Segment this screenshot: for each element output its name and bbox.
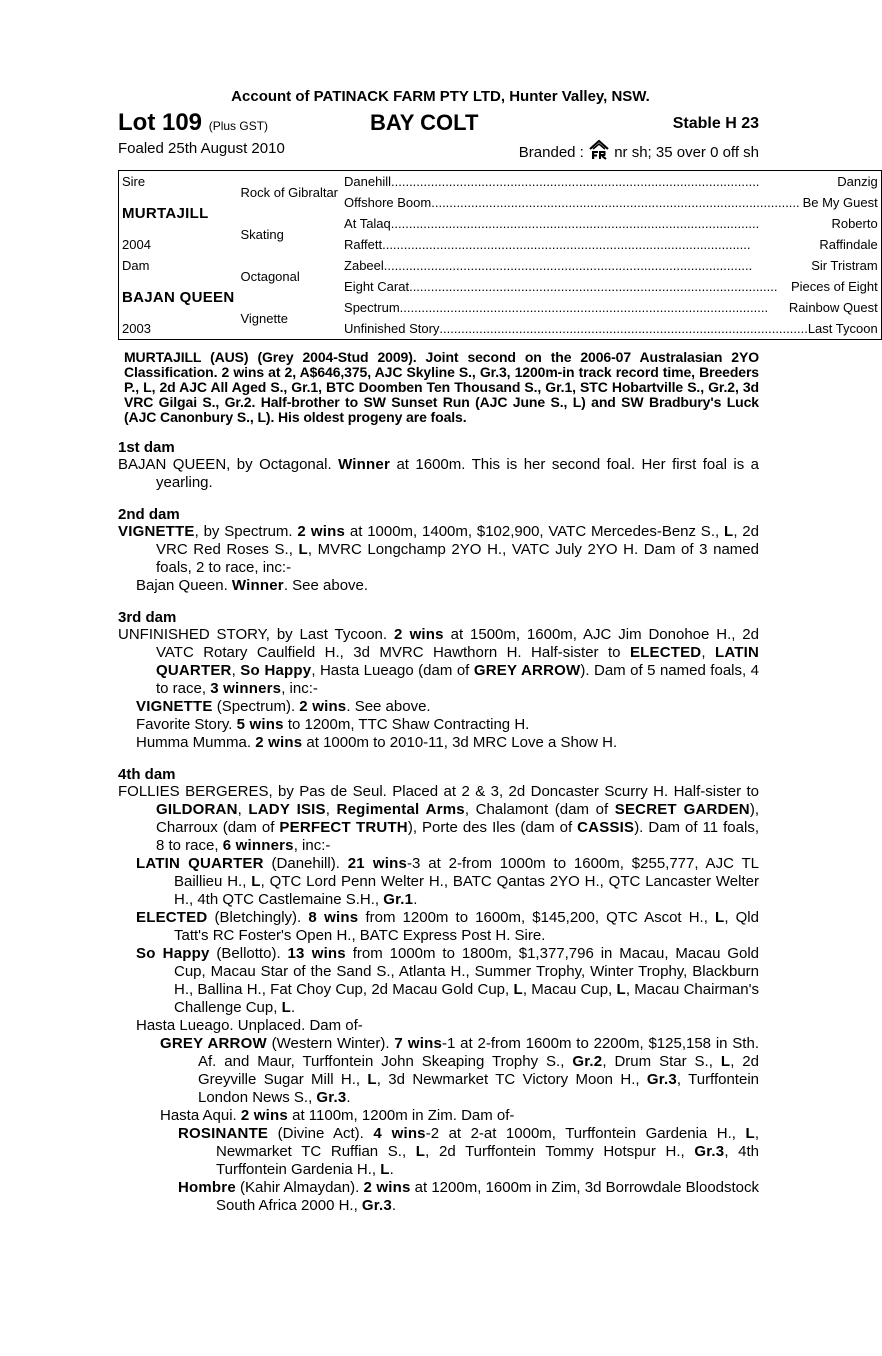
dam-entry <box>118 523 759 577</box>
bold-text: 3 winners <box>210 680 282 697</box>
bold-text: So Happy <box>240 662 312 679</box>
sire-name: MURTAJILL <box>122 204 209 222</box>
entry-text: , QTC Lord Penn Welter H., BATC Qantas 2YO H., QTC Lancaster Welter H., 4th QTC Castlemaine S.H., <box>174 873 759 908</box>
dam-entry <box>118 909 759 945</box>
dam-dam: Vignette <box>240 310 288 326</box>
sire-dam: Skating <box>240 226 284 242</box>
branded-info <box>519 140 759 164</box>
dam-heading: 2nd dam <box>118 506 180 523</box>
bold-text: GREY ARROW <box>160 1035 267 1052</box>
bold-text: CASSIS <box>577 819 635 836</box>
entry-text: , <box>701 644 715 661</box>
grandparent-left: Danehill <box>344 174 392 189</box>
entry-text: , Newmarket TC Ruffian S., <box>216 1125 759 1160</box>
grandparent-left: Zabeel <box>344 258 384 273</box>
dam-year: 2003 <box>122 321 151 336</box>
bold-text: 2 wins <box>393 626 444 643</box>
bold-text: Winner <box>231 577 284 594</box>
entry-text: , 2d Greyville Sugar Mill H., <box>198 1053 759 1088</box>
entry-text: -2 at 2-at 1000m, Turffontein Gardenia H., <box>425 1125 746 1142</box>
bold-text: 21 wins <box>347 855 408 872</box>
dam-entry <box>118 945 759 1017</box>
grandparent-cell <box>341 255 881 276</box>
dam-heading: 4th dam <box>118 766 176 783</box>
dam-entry <box>118 1125 759 1179</box>
bold-text: L <box>367 1071 377 1088</box>
grandparent-right: Danzig <box>837 174 878 189</box>
grandparent-left: Raffett <box>344 237 383 252</box>
entry-text: ), Porte des Iles (dam of <box>407 819 578 836</box>
bold-text: SECRET GARDEN <box>614 801 750 818</box>
bold-text: 5 wins <box>236 716 284 733</box>
bold-text: PERFECT TRUTH <box>279 819 408 836</box>
bold-text: 2 wins <box>255 734 303 751</box>
lot-label: Lot 109 <box>118 109 203 136</box>
horse-title: BAY COLT <box>370 110 479 135</box>
entry-text: at 1200m, 1600m in Zim, 3d Borrowdale Bloodstock South Africa 2000 H., <box>216 1179 760 1214</box>
bold-text: L <box>616 981 626 998</box>
entry-text: , Drum Star S., <box>602 1053 721 1070</box>
grandparent-left: At Talaq <box>344 216 391 231</box>
sire-year: 2004 <box>122 237 151 252</box>
entry-text: , Chalamont (dam of <box>464 801 615 818</box>
stable-location: Stable H 23 <box>672 115 759 132</box>
dam-entry <box>118 1107 759 1125</box>
entry-text: . <box>389 1161 394 1178</box>
entry-text: , <box>231 662 241 679</box>
entry-text: -1 at 2-from 1600m to 2200m, $125,158 in Sth. Af. and Maur, Turffontein John Skeaping Trophy S., <box>198 1035 759 1070</box>
foaled-line <box>118 140 763 162</box>
dam-sections <box>118 439 763 1215</box>
plus-gst: (Plus GST) <box>208 119 269 133</box>
dam-label: Dam <box>122 258 150 273</box>
grandparent-cell <box>341 171 881 193</box>
entry-text: , Qld Tatt's RC Foster's Open H., BATC Express Post H. Sire. <box>174 909 759 944</box>
bold-text: VIGNETTE <box>118 523 195 540</box>
bold-text: L <box>720 1053 731 1070</box>
lot-line <box>118 110 763 136</box>
bold-text: 6 winners <box>222 837 294 854</box>
entry-text: at 1600m. This is her second foal. Her first foal is a yearling. <box>156 456 759 491</box>
dam-entry <box>118 1035 759 1107</box>
grandparent-cell <box>341 297 881 318</box>
dam-heading: 3rd dam <box>118 609 177 626</box>
bold-text: L <box>745 1125 755 1142</box>
grandparent-cell <box>341 234 881 255</box>
dam-entry <box>118 456 759 492</box>
bold-text: L <box>513 981 523 998</box>
bold-text: Gr.3 <box>646 1071 677 1088</box>
dam-entry <box>118 577 759 595</box>
entry-text: , Turffontein London News S., <box>198 1071 759 1106</box>
entry-text: Bajan Queen. <box>136 577 232 594</box>
bold-text: L <box>251 873 261 890</box>
bold-text: ROSINANTE <box>178 1125 269 1142</box>
foaled-date: Foaled 25th August 2010 <box>118 140 285 157</box>
entry-text: ). Dam of 5 named foals, 4 to race, <box>156 662 759 697</box>
catalogue-page <box>118 88 878 1215</box>
bold-text: LATIN QUARTER <box>136 855 264 872</box>
entry-text: (Danehill). <box>263 855 348 872</box>
entry-text: at 1000m, 1400m, $102,900, VATC Mercedes-Benz S., <box>345 523 724 540</box>
bold-text: LADY ISIS <box>248 801 326 818</box>
entry-text: . <box>290 999 296 1016</box>
dam-entry <box>118 716 759 734</box>
entry-text: from 1000m to 1800m, $1,377,796 in Macau, Macau Gold Cup, Macau Star of the Sand S., Atlanta H., Summer Trophy, Winter Trophy, Blackburn H., Ballina H., Fat Choy Cup, 2d Macau Gold Cup, <box>174 945 759 998</box>
account-line: Account of PATINACK FARM PTY LTD, Hunter Valley, NSW. <box>231 88 650 105</box>
bold-text: 2 wins <box>299 698 347 715</box>
bold-text: L <box>723 523 734 540</box>
entry-text: Favorite Story. <box>136 716 237 733</box>
dam-sire: Octagonal <box>240 268 300 284</box>
bold-text: GREY ARROW <box>473 662 581 679</box>
grandparent-left: Offshore Boom <box>344 195 432 210</box>
entry-text: (Kahir Almaydan). <box>235 1179 364 1196</box>
grandparent-right: Raffindale <box>819 237 878 252</box>
bold-text: GILDORAN <box>156 801 238 818</box>
dam-entry <box>118 855 759 909</box>
dam-entry <box>118 698 759 716</box>
bold-text: L <box>714 909 725 926</box>
entry-text: (Western Winter). <box>266 1035 395 1052</box>
entry-text: BAJAN QUEEN, by Octagonal. <box>118 456 339 473</box>
bold-text: Gr.3 <box>361 1197 392 1214</box>
grandparent-cell <box>341 318 881 340</box>
bold-text: ELECTED <box>136 909 208 926</box>
bold-text: 13 wins <box>287 945 346 962</box>
entry-text: (Spectrum). <box>212 698 300 715</box>
entry-text: , inc:- <box>293 837 331 854</box>
bold-text: 2 wins <box>240 1107 288 1124</box>
entry-text: ). Dam of 11 foals, 8 to race, <box>156 819 759 854</box>
dam-section <box>118 609 763 752</box>
dam-heading: 1st dam <box>118 439 175 456</box>
entry-text: , 3d Newmarket TC Victory Moon H., <box>376 1071 647 1088</box>
entry-text: , <box>237 801 249 818</box>
dam-entry <box>118 734 759 752</box>
entry-text: FOLLIES BERGERES, by Pas de Seul. Placed at 2 & 3, 2d Doncaster Scurry H. Half-sister to <box>118 783 759 800</box>
bold-text: 2 wins <box>297 523 346 540</box>
entry-text: Hasta Lueago. Unplaced. Dam of- <box>136 1017 363 1034</box>
bold-text: Gr.3 <box>694 1143 725 1160</box>
bold-text: 2 wins <box>363 1179 411 1196</box>
bold-text: L <box>415 1143 426 1160</box>
pedigree-table <box>118 170 882 340</box>
lot-number <box>118 110 268 139</box>
entry-text: UNFINISHED STORY, by Last Tycoon. <box>118 626 394 643</box>
bold-text: L <box>298 541 308 558</box>
entry-text: , 2d VRC Red Roses S., <box>156 523 759 558</box>
entry-text: , by Spectrum. <box>194 523 298 540</box>
bold-text: So Happy <box>136 945 210 962</box>
entry-text: . <box>346 1089 351 1106</box>
bold-text: 7 wins <box>394 1035 443 1052</box>
grandparent-cell <box>341 192 881 213</box>
grandparent-left: Eight Carat <box>344 279 410 294</box>
dam-entry <box>118 1179 759 1215</box>
bold-text: Gr.3 <box>316 1089 347 1106</box>
dam-entry <box>118 626 759 698</box>
entry-text: . <box>391 1197 397 1214</box>
dam-name: BAJAN QUEEN <box>122 288 235 306</box>
bold-text: Hombre <box>178 1179 236 1196</box>
sire-label: Sire <box>122 174 146 189</box>
entry-text: Hasta Aqui. <box>160 1107 241 1124</box>
entry-text: , Macau Cup, <box>522 981 617 998</box>
entry-text: (Bellotto). <box>209 945 288 962</box>
entry-text: -3 at 2-from 1000m to 1600m, $255,777, AJC TL Baillieu H., <box>174 855 759 890</box>
entry-text: , 2d Turffontein Tommy Hotspur H., <box>425 1143 695 1160</box>
grandparent-cell <box>341 276 881 297</box>
bold-text: L <box>380 1161 390 1178</box>
grandparent-right: Be My Guest <box>802 195 878 210</box>
brand-mark-icon <box>588 140 610 164</box>
dam-section <box>118 439 763 492</box>
grandparent-left: Unfinished Story <box>344 321 440 336</box>
bold-text: Winner <box>338 456 390 473</box>
grandparent-right: Last Tycoon <box>807 321 878 336</box>
sire-sire: Rock of Gibraltar <box>240 184 339 200</box>
entry-text: . <box>413 891 418 908</box>
bold-text: ELECTED <box>629 644 702 661</box>
sire-summary: MURTAJILL (AUS) (Grey 2004-Stud 2009). Joint second on the 2006-07 Australasian 2YO Classification. 2 wins at 2, A$646,375, AJC Skyline S., Gr.3, 1200m-in track record time, Breeders P., L, 2d AJC All Aged S., Gr.1, BTC Doomben Ten Thousand S., Gr.1, STC Hobartville S., Gr.2, 3d VRC Gilgai S., Gr.2. Half-brother to SW Sunset Run (AJC June S., L) and SW Bradbury's Luck (AJC Canonbury S., L). His oldest progeny are foals. <box>124 349 759 425</box>
grandparent-left: Spectrum <box>344 300 400 315</box>
grandparent-right: Rainbow Quest <box>788 300 878 315</box>
bold-text: 8 wins <box>308 909 359 926</box>
entry-text: , Hasta Lueago (dam of <box>311 662 474 679</box>
bold-text: Gr.1 <box>383 891 414 908</box>
bold-text: Regimental Arms <box>336 801 465 818</box>
bold-text: Gr.2 <box>572 1053 603 1070</box>
entry-text: , inc:- <box>281 680 318 697</box>
entry-text: (Divine Act). <box>268 1125 374 1142</box>
entry-text: to 1200m, TTC Shaw Contracting H. <box>283 716 530 733</box>
dam-section <box>118 506 763 595</box>
entry-text: . See above. <box>283 577 369 594</box>
bold-text: 4 wins <box>373 1125 426 1142</box>
branded-prefix: Branded : <box>518 144 584 161</box>
entry-text: ), Charroux (dam of <box>156 801 759 836</box>
entry-text: Humma Mumma. <box>136 734 256 751</box>
entry-text: , Macau Chairman's Challenge Cup, <box>174 981 759 1016</box>
entry-text: , MVRC Longchamp 2YO H., VATC July 2YO H. Dam of 3 named foals, 2 to race, inc:- <box>156 541 759 576</box>
entry-text: . See above. <box>346 698 431 715</box>
bold-text: VIGNETTE <box>136 698 213 715</box>
entry-text: at 1100m, 1200m in Zim. Dam of- <box>287 1107 515 1124</box>
entry-text: at 1500m, 1600m, AJC Jim Donohoe H., 2d VATC Rotary Caulfield H., 3d MVRC Hawthorn H. Half-sister to <box>156 626 759 661</box>
grandparent-right: Sir Tristram <box>811 258 878 273</box>
dam-entry <box>118 783 759 855</box>
dam-section <box>118 766 763 1215</box>
grandparent-right: Roberto <box>831 216 878 231</box>
bold-text: L <box>281 999 291 1016</box>
branded-suffix: nr sh; 35 over 0 off sh <box>614 144 759 161</box>
bold-text: LATIN QUARTER <box>156 644 759 679</box>
grandparent-right: Pieces of Eight <box>790 279 878 294</box>
entry-text: from 1200m to 1600m, $145,200, QTC Ascot H., <box>358 909 715 926</box>
grandparent-cell <box>341 213 881 234</box>
dam-entry <box>118 1017 759 1035</box>
entry-text: at 1000m to 2010-11, 3d MRC Love a Show H. <box>302 734 618 751</box>
entry-text: (Bletchingly). <box>207 909 309 926</box>
entry-text: , <box>325 801 337 818</box>
entry-text: , 4th Turffontein Gardenia H., <box>216 1143 760 1178</box>
